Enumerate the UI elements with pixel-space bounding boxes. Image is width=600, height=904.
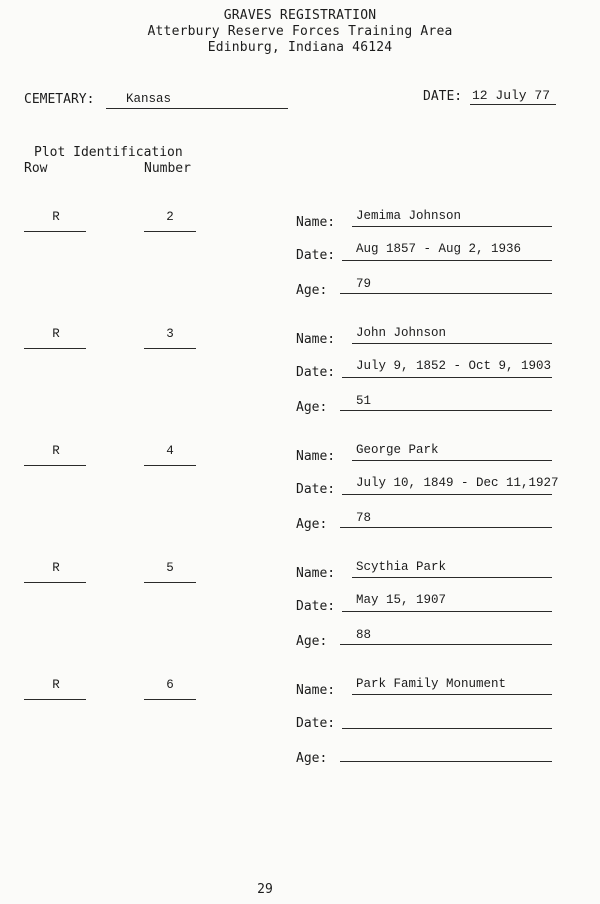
name-label: Name: [296,215,336,230]
date-field-label: Date: [296,248,336,263]
plot-identification-heading: Plot Identification [34,145,183,160]
row-value: R [52,327,60,341]
name-value: John Johnson [356,326,447,340]
name-underline [352,226,552,227]
date-field-label: Date: [296,599,336,614]
number-underline [144,465,196,466]
plot-entry [0,672,600,790]
row-value: R [52,210,60,224]
plot-entry [0,438,600,556]
name-label: Name: [296,566,336,581]
age-underline [340,410,552,411]
number-underline [144,699,196,700]
date-field-underline [342,611,552,612]
age-underline [340,644,552,645]
number-value: 4 [166,444,174,458]
age-underline [340,527,552,528]
row-column-label: Row [24,161,48,176]
age-label: Age: [296,283,328,298]
age-underline [340,761,552,762]
age-value: 79 [356,277,372,291]
date-field-value: July 10, 1849 - Dec 11,1927 [356,476,559,490]
age-underline [340,293,552,294]
date-field-value: May 15, 1907 [356,593,447,607]
plot-entry [0,204,600,322]
cemetery-underline [106,108,288,109]
number-value: 2 [166,210,174,224]
name-value: Scythia Park [356,560,447,574]
name-label: Name: [296,332,336,347]
row-value: R [52,561,60,575]
name-underline [352,343,552,344]
row-underline [24,348,86,349]
name-value: George Park [356,443,439,457]
date-field-value: July 9, 1852 - Oct 9, 1903 [356,359,552,373]
cemetery-value: Kansas [126,92,172,106]
number-value: 3 [166,327,174,341]
row-underline [24,582,86,583]
row-underline [24,699,86,700]
date-field-underline [342,728,552,729]
date-value: 12 July 77 [472,88,551,103]
number-underline [144,348,196,349]
number-underline [144,582,196,583]
name-underline [352,460,552,461]
date-field-label: Date: [296,482,336,497]
age-label: Age: [296,517,328,532]
date-field-underline [342,377,552,378]
age-label: Age: [296,634,328,649]
cemetery-label: CEMETARY: [24,92,95,107]
name-label: Name: [296,683,336,698]
number-value: 5 [166,561,174,575]
name-label: Name: [296,449,336,464]
age-label: Age: [296,400,328,415]
date-field-label: Date: [296,365,336,380]
age-label: Age: [296,751,328,766]
date-field-value: Aug 1857 - Aug 2, 1936 [356,242,522,256]
name-underline [352,577,552,578]
date-field-underline [342,494,552,495]
date-underline [470,104,556,105]
name-value: Park Family Monument [356,677,507,691]
row-underline [24,465,86,466]
header-subtitle: Atterbury Reserve Forces Training Area [147,24,453,39]
header-location: Edinburg, Indiana 46124 [207,40,393,55]
age-value: 88 [356,628,372,642]
age-value: 51 [356,394,372,408]
date-field-label: Date: [296,716,336,731]
row-value: R [52,678,60,692]
date-field-underline [342,260,552,261]
age-value: 78 [356,511,372,525]
number-value: 6 [166,678,174,692]
plot-entry [0,555,600,673]
row-value: R [52,444,60,458]
page-number: 29 [257,882,273,897]
number-underline [144,231,196,232]
name-underline [352,694,552,695]
name-value: Jemima Johnson [356,209,462,223]
header-title: GRAVES REGISTRATION [223,8,377,23]
plot-entry [0,321,600,439]
row-underline [24,231,86,232]
date-label: DATE: [423,89,463,104]
number-column-label: Number [144,161,191,176]
